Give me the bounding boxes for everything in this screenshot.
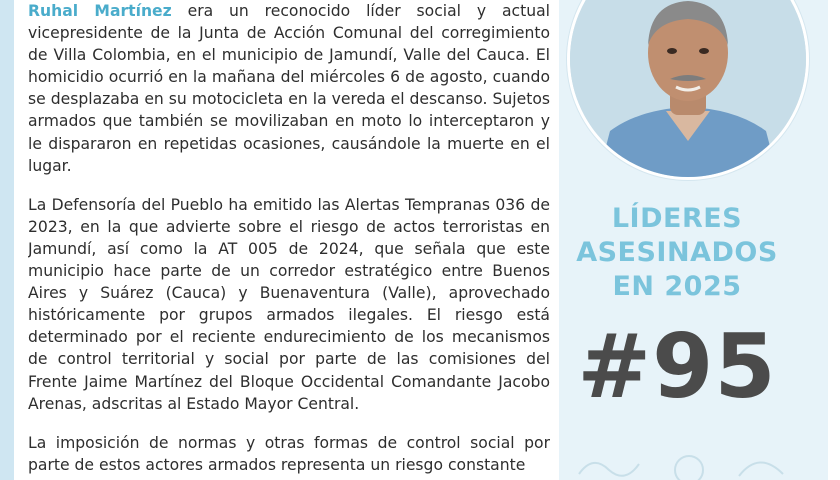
victim-counter: #95 (577, 315, 777, 418)
left-decorative-bar (0, 0, 14, 480)
right-margin (828, 0, 840, 480)
paragraph-1-text: era un reconocido líder social y actual vicepresidente de la Junta de Acción Comunal del corregimiento de Villa Colombia, en el municipio de Jamundí, Valle del Cauca. El homicidio ocurrió en la mañana del miércoles 6 de agosto, cuando se desplazaba en su motocicleta en la vereda el descanso. Sujetos armados que también se movilizaban en moto lo interceptaron y le dispararon en repetidas ocasiones, causándole la muerte en el lugar. (28, 2, 550, 175)
decorative-doodle (569, 440, 809, 480)
sidebar-panel (559, 0, 828, 480)
article-paragraph-1 (28, 0, 550, 177)
article-body (28, 0, 550, 480)
victim-name: Ruhal Martínez (28, 2, 172, 20)
article-paragraph-3: La imposición de normas y otras formas de control social por parte de estos actores armados representa un riesgo constante (28, 433, 550, 474)
portrait-illustration (570, 0, 806, 177)
victim-portrait (567, 0, 809, 180)
campaign-line-3: EN 2025 (612, 271, 742, 302)
article-paragraph-2: La Defensoría del Pueblo ha emitido las Alertas Tempranas 036 de 2023, en la que advierte sobre el riesgo de actos terroristas en Jamundí, así como la AT 005 de 2024, que señala que este municipio hace parte de un corredor estratégico entre Buenos Aires y Suárez (Cauca) y Buenaventura (Valle), aprovechado históricamente por grupos armados ilegales. El riesgo está determinado por el reciente endurecimiento de los mecanismos de control territorial y social por parte de las comisiones del Frente Jaime Martínez del Bloque Occidental Comandante Jacobo Arenas, adscritas al Estado Mayor Central. (28, 195, 550, 413)
campaign-heading (559, 202, 795, 304)
campaign-line-2: ASESINADOS (576, 237, 778, 268)
campaign-line-1: LÍDERES (611, 203, 743, 234)
